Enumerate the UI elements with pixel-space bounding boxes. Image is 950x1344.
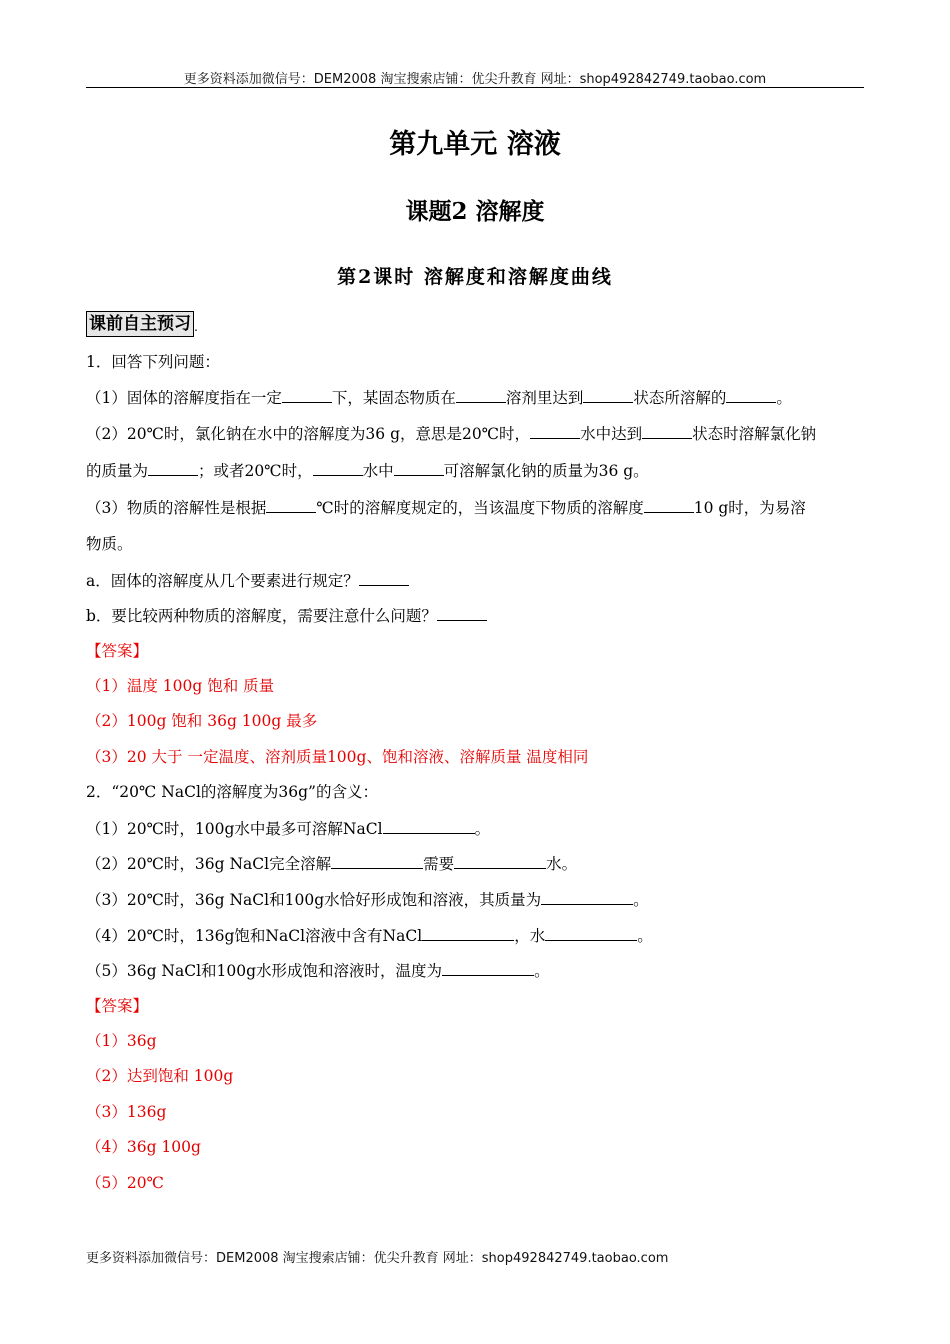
header-divider	[86, 87, 864, 88]
q1-part3-line2: 物质。	[86, 535, 133, 553]
q2-part3: （3）20℃时，36g NaCl和100g水恰好形成饱和溶液，其质量为 。	[86, 891, 649, 909]
answer2-line1: （1）36g	[86, 1032, 157, 1050]
answer1-line2: （2）100g 饱和 36g 100g 最多	[86, 712, 318, 730]
q2-part5: （5）36g NaCl和100g水形成饱和溶液时，温度为 。	[86, 962, 550, 980]
q1-question-b: b．要比较两种物质的溶解度，需要注意什么问题？	[86, 605, 487, 626]
fill-blank	[282, 387, 332, 403]
answer1-label: 【答案】	[86, 642, 149, 660]
q1-part2-line1: （2）20℃时，氯化钠在水中的溶解度为36 g，意思是20℃时， 水中达到 状态时溶解氯化钠	[86, 425, 817, 443]
lesson-title: 第2课时 溶解度和溶解度曲线	[337, 266, 613, 288]
section-label-preview: 课前自主预习 .	[86, 311, 194, 337]
header-note: 更多资料添加微信号：DEM2008 淘宝搜索店铺：优尖升教育 网址：shop492842749.taobao.com	[183, 72, 767, 87]
q1-part3-line1: （3）物质的溶解性是根据 ℃时的溶解度规定的，当该温度下物质的溶解度 10 g时，为易溶	[86, 499, 806, 517]
footer-note: 更多资料添加微信号：DEM2008 淘宝搜索店铺：优尖升教育 网址：shop492842749.taobao.com	[86, 1251, 669, 1266]
fill-blank	[359, 570, 409, 586]
fill-blank	[148, 460, 198, 476]
fill-blank	[394, 460, 444, 476]
answer2-label: 【答案】	[86, 997, 149, 1015]
answer2-line4: （4）36g 100g	[86, 1138, 201, 1156]
answer1-line3: （3）20 大于 一定温度、溶剂质量100g、饱和溶液、溶解质量 温度相同	[86, 748, 589, 766]
answer2-line2: （2）达到饱和 100g	[86, 1067, 234, 1085]
fill-blank	[422, 925, 514, 941]
fill-blank	[313, 460, 363, 476]
fill-blank	[442, 960, 534, 976]
answer2-line3: （3）136g	[86, 1103, 167, 1121]
fill-blank	[454, 853, 546, 869]
q1-stem: 1．回答下列问题：	[86, 353, 220, 371]
fill-blank	[644, 497, 694, 513]
answer2-line5: （5）20℃	[86, 1174, 164, 1192]
q2-part2: （2）20℃时，36g NaCl完全溶解 需要 水。	[86, 855, 578, 873]
fill-blank	[266, 497, 316, 513]
fill-blank	[545, 925, 637, 941]
fill-blank	[331, 853, 423, 869]
q1-question-a: a．固体的溶解度从几个要素进行规定？	[86, 570, 409, 591]
fill-blank	[383, 818, 475, 834]
fill-blank	[726, 387, 776, 403]
topic-title: 课题2 溶解度	[405, 198, 545, 225]
q1-part1: （1）固体的溶解度指在一定 下，某固态物质在 溶剂里达到 状态所溶解的 。	[86, 389, 792, 407]
fill-blank	[541, 889, 633, 905]
answer1-line1: （1）温度 100g 饱和 质量	[86, 677, 275, 695]
q2-part1: （1）20℃时，100g水中最多可溶解NaCl 。	[86, 820, 491, 838]
fill-blank	[642, 423, 692, 439]
fill-blank	[437, 605, 487, 621]
unit-title: 第九单元 溶液	[389, 129, 561, 160]
q2-part4: （4）20℃时，136g饱和NaCl溶液中含有NaCl ，水 。	[86, 927, 653, 945]
fill-blank	[530, 423, 580, 439]
q1-part2-line2: 的质量为 ；或者20℃时， 水中 可溶解氯化钠的质量为36 g。	[86, 462, 649, 480]
fill-blank	[583, 387, 633, 403]
fill-blank	[456, 387, 506, 403]
q2-stem: 2．“20℃ NaCl的溶解度为36g”的含义：	[86, 783, 378, 801]
